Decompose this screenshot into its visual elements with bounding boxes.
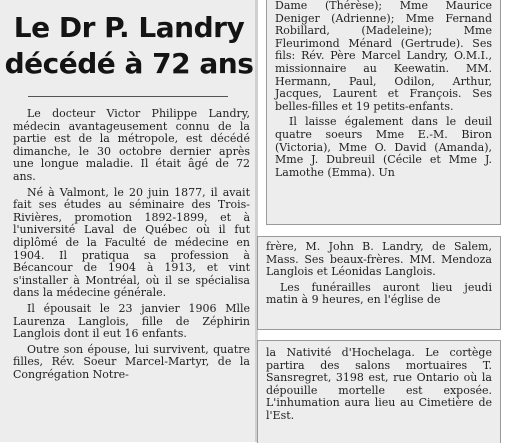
paragraph: Le docteur Victor Philippe Landry, médecin avantageusement connu de la partie est de la métropole, est décédé dimanche, le 30 octobre dernier après une longue maladie. Il était âgé de 72 ans. [13, 107, 250, 183]
paragraph: Dame (Thérèse); Mme Maurice Deniger (Adrienne); Mme Fernand Robillard, (Madeleine); Mme Fleurimond Ménard (Gertrude). Ses fils: Rév. Père Marcel Landry, O.M.I., missionnaire au Keewatin. MM. Hermann, Paul, Odilon, Arthur, Jacques, Laurent et François. Ses belles-filles et 19 petits-enfants. [275, 0, 492, 113]
paragraph: frère, M. John B. Landry, de Salem, Mass. Ses beaux-frères. MM. Mendoza Langlois et Léonidas Langlois. [266, 240, 492, 279]
paragraph: Les funérailles auront lieu jeudi matin à 9 heures, en l'église de [266, 280, 492, 307]
paragraph: Né à Valmont, le 20 juin 1877, il avait fait ses études au séminaire des Trois-Rivières, promotion 1892-1899, et à l'université Laval de Québec où il fut diplômé de la Faculté de médecine en 1904. Il pratiqua sa profession à Bécancour de 1904 à 1913, et vint s'installer à Montréal, où il se spécialisa dans la médecine générale. [13, 185, 250, 300]
paragraph: Il laisse également dans le deuil quatre soeurs Mme E.-M. Biron (Victoria), Mme O. David (Amanda), Mme J. Dubreuil (Cécile et Mme J. Lamothe (Emma). Un [275, 115, 492, 179]
headline-line-1: Le Dr P. Landry [13, 11, 245, 44]
box3-body [266, 347, 492, 423]
paragraph: Outre son épouse, lui survivent, quatre filles, Rév. Soeur Marcel-Martyr, de la Congrégation Notre- [13, 342, 250, 381]
paragraph: la Nativité d'Hochelaga. Le cortège partira des salons mortuaires T. Sansregret, 3198 est, rue Ontario où la dépouille mortelle est exposée. L'inhumation aura lieu au Cimetière de l'Est. [266, 346, 492, 422]
headline-rule [28, 96, 228, 97]
continuation-box-2 [257, 236, 501, 330]
paragraph: Il épousait le 23 janvier 1906 Mlle Laurenza Langlois, fille de Zéphirin Langlois dont il eut 16 enfants. [13, 301, 250, 341]
article-headline [4, 10, 254, 82]
continuation-box-3 [257, 340, 501, 443]
headline-line-2: décédé à 72 ans [4, 47, 254, 80]
left-body [13, 108, 250, 381]
box2-body [266, 241, 492, 307]
continuation-box-1 [266, 0, 501, 225]
box1-body [275, 0, 492, 179]
